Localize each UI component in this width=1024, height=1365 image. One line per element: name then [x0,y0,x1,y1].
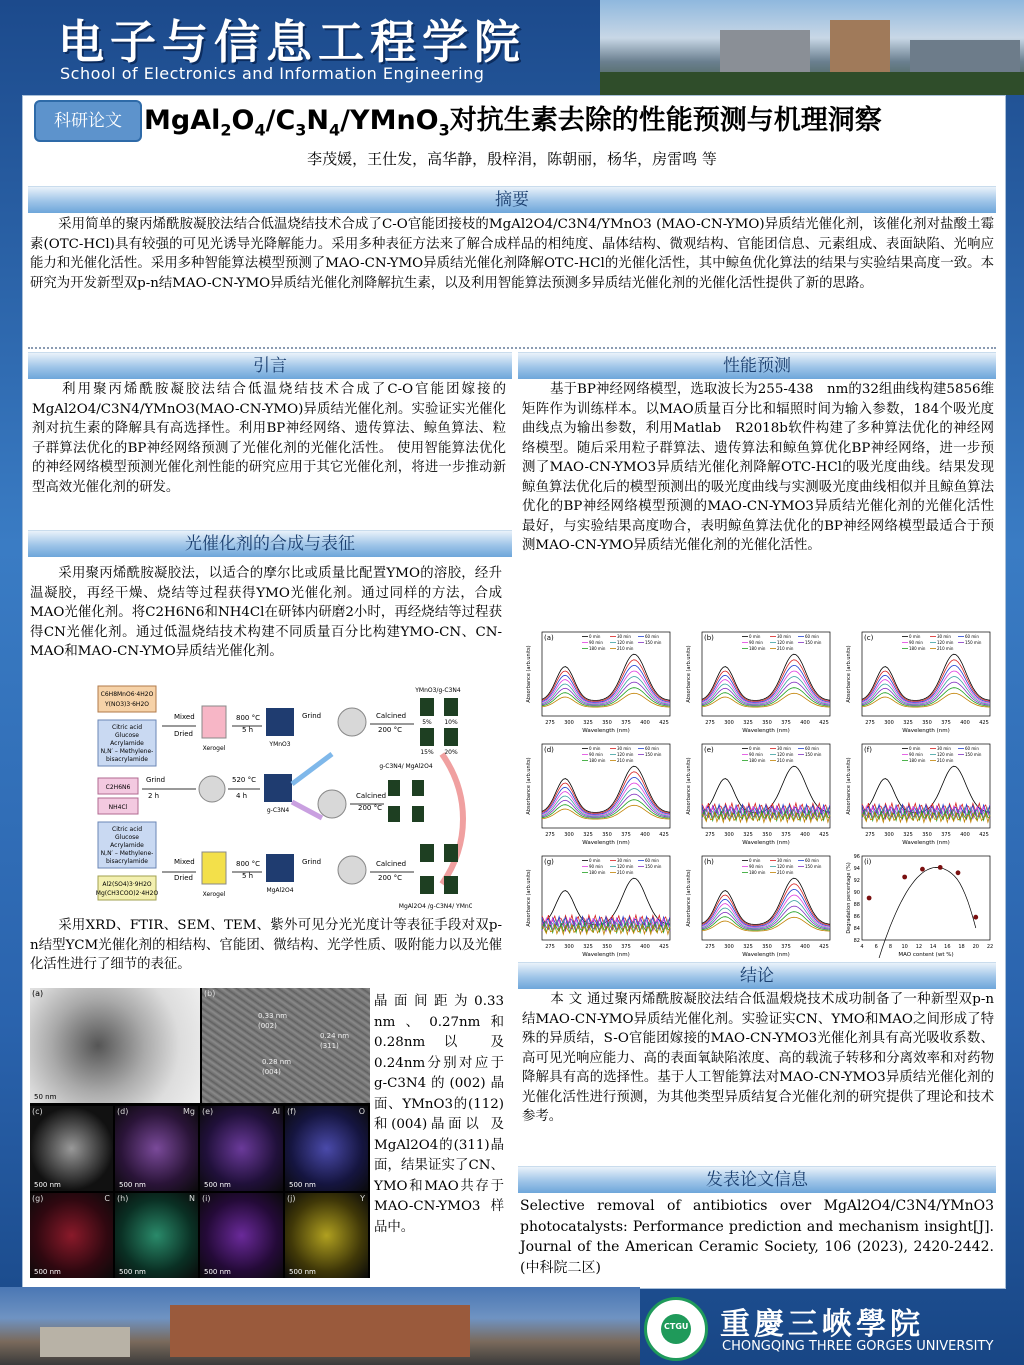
legend-entry: 30 min [777,858,791,863]
x-tick-label: 275 [545,832,555,838]
legend-entry: 90 min [909,752,923,757]
x-tick-label: 350 [922,720,932,726]
legend-entry: 120 min [937,752,954,757]
y-tick-label: 94 [853,866,860,872]
spectrum-curve [702,884,830,926]
svg-text:MgAl2O4 /g-C3N4/ YMnO3: MgAl2O4 /g-C3N4/ YMnO3 [398,903,472,910]
legend-entry: 150 min [645,640,662,645]
campus-photo [600,0,1024,95]
svg-text:Grind: Grind [302,712,322,720]
x-tick-label: 4 [860,944,864,950]
x-axis-label: Wavelength (nm) [582,728,630,734]
x-tick-label: 400 [800,720,810,726]
legend-entry: 120 min [617,752,634,757]
legend-entry: 120 min [617,864,634,869]
x-tick-label: 300 [884,832,894,838]
x-tick-label: 22 [986,944,994,950]
x-axis-label: Wavelength (nm) [742,952,790,958]
panel-label: (a) [544,634,554,642]
legend-entry: 30 min [617,634,631,639]
x-tick-label: 425 [819,720,829,726]
svg-text:15%: 15% [420,749,434,756]
legend-entry: 180 min [589,646,606,651]
legend-entry: 0 min [589,746,601,751]
legend-entry: 120 min [777,752,794,757]
data-point [902,875,907,880]
x-tick-label: 325 [583,944,593,950]
legend-entry: 210 min [777,870,794,875]
svg-text:200 °C: 200 °C [378,726,402,734]
legend-entry: 60 min [965,746,979,751]
svg-text:Calcined: Calcined [376,712,407,720]
svg-text:Mg(CH3COO)2·4H2O: Mg(CH3COO)2·4H2O [95,890,159,897]
svg-text:N,N′ – Methylene-: N,N′ – Methylene- [100,850,154,857]
svg-text:10%: 10% [444,719,458,726]
legend-entry: 150 min [645,752,662,757]
data-point [938,865,943,870]
legend-entry: 30 min [777,634,791,639]
x-tick-label: 400 [960,832,970,838]
x-tick-label: 375 [941,832,951,838]
school-name-en: School of Electronics and Information Engineering [60,64,485,83]
x-tick-label: 275 [545,720,555,726]
x-tick-label: 375 [621,944,631,950]
plot-frame [862,856,990,940]
conclusion-heading: 结论 [518,962,996,989]
x-tick-label: 325 [903,832,913,838]
data-point [920,867,925,872]
legend-entry: 30 min [617,746,631,751]
svg-text:Xerogel: Xerogel [202,891,226,898]
legend-entry: 60 min [805,746,819,751]
legend-entry: 0 min [749,858,761,863]
x-tick-label: 300 [564,944,574,950]
svg-text:520 °C: 520 °C [232,776,256,784]
legend-entry: 120 min [937,640,954,645]
spectrum-curve [542,783,670,815]
legend-entry: 210 min [617,758,634,763]
legend-entry: 30 min [777,746,791,751]
x-tick-label: 12 [915,944,923,950]
svg-text:Dried: Dried [174,874,193,882]
spectrum-curve [702,660,830,702]
x-tick-label: 325 [743,832,753,838]
legend-entry: 150 min [965,752,982,757]
y-axis-label: Absorbance (arb.units) [686,645,692,703]
legend-entry: 210 min [937,758,954,763]
x-tick-label: 425 [979,720,989,726]
legend-entry: 210 min [617,870,634,875]
reagent-label: NH4Cl [108,804,128,811]
y-axis-label: Absorbance (arb.units) [846,645,852,703]
svg-text:200 °C: 200 °C [358,804,382,812]
university-logo: CTGU [644,1297,708,1361]
legend-entry: 60 min [645,634,659,639]
legend-entry: 180 min [909,646,926,651]
x-tick-label: 8 [888,944,893,950]
legend-entry: 90 min [589,864,603,869]
organic-label: bisacrylamide [106,756,148,763]
x-tick-label: 350 [762,720,772,726]
organic-label: Glucose [115,732,139,739]
x-tick-label: 400 [800,832,810,838]
x-tick-label: 375 [781,944,791,950]
x-tick-label: 300 [724,832,734,838]
svg-text:2 h: 2 h [148,792,160,800]
spectrum-curve [542,660,670,702]
x-tick-label: 6 [874,944,878,950]
legend-entry: 120 min [777,640,794,645]
x-tick-label: 375 [781,720,791,726]
spectrum-curve [542,772,670,814]
y-tick-label: 86 [853,914,860,920]
synthesis-heading: 光催化剂的合成与表征 [28,530,512,557]
x-tick-label: 300 [564,720,574,726]
abstract-heading: 摘要 [28,186,996,213]
legend-entry: 0 min [589,858,601,863]
svg-text:YMnO3: YMnO3 [269,741,291,748]
poster-title: $MgAl_2O_4/C_3N_4/YMnO_3$对抗生素去除的性能预测与机理洞察 [144,105,882,140]
characterization-text: 采用XRD、FTIR、SEM、TEM、紫外可见分光光度计等表征手段对双p-n结型YCM光催化剂的相结构、官能团、微结构、光学性质、吸附能力以及光催化活性进行了细节的表征。 [30,918,502,972]
panel-label: (b) [704,634,714,642]
panel-label: (g) [544,858,554,866]
data-point [973,915,978,920]
legend-entry: 180 min [749,870,766,875]
x-tick-label: 375 [621,720,631,726]
legend-entry: 210 min [777,646,794,651]
reagent-label: C2H6N6 [105,784,131,791]
legend-entry: 90 min [589,752,603,757]
synthesis-scheme [92,684,472,912]
legend-entry: 180 min [909,758,926,763]
x-tick-label: 400 [640,720,650,726]
x-axis-label: Wavelength (nm) [742,728,790,734]
x-axis-label: Wavelength (nm) [742,840,790,846]
svg-text:Mixed: Mixed [174,858,195,866]
x-tick-label: 425 [979,832,989,838]
y-axis-label: Absorbance (arb.units) [526,645,532,703]
y-tick-label: 92 [853,878,860,884]
svg-text:Mixed: Mixed [174,713,195,721]
tem-image: (a) 50 nm [30,988,200,1103]
legend-entry: 180 min [749,646,766,651]
footer [0,1287,1024,1365]
svg-text:Grind: Grind [302,858,322,866]
x-tick-label: 400 [960,720,970,726]
y-tick-label: 96 [853,854,860,860]
y-axis-label: Absorbance (arb.units) [686,869,692,927]
x-tick-label: 375 [781,832,791,838]
legend-entry: 150 min [805,640,822,645]
y-axis-label: Absorbance (arb.units) [686,757,692,815]
x-tick-label: 425 [659,944,669,950]
svg-text:Xerogel: Xerogel [202,745,226,752]
legend-entry: 150 min [805,864,822,869]
svg-text:bisacrylamide: bisacrylamide [106,858,148,865]
x-tick-label: 350 [762,944,772,950]
x-tick-label: 300 [884,720,894,726]
spectrum-curve [862,660,990,702]
svg-text:Acrylamide: Acrylamide [110,842,144,849]
reagent-label: C6H8MnO6·4H2O [100,691,154,698]
spectrum-curve [862,671,990,703]
x-tick-label: 300 [724,720,734,726]
svg-text:800 °C: 800 °C [236,860,260,868]
legend-entry: 60 min [645,858,659,863]
x-tick-label: 275 [705,832,715,838]
tem-caption: 晶面间距为0.33 nm、0.27nm和 0.28nm 以 及0.24nm分别对应于 g-C3N4的(002)晶面、YMnO3的(112)和(004)晶面以 及 MgAl2O4的(311)晶面，结果证实了CN、YMO和MAO共存于MAO-CN-YMO3样品中。 [374,994,504,1235]
svg-text:5 h: 5 h [242,872,254,880]
x-tick-label: 425 [819,944,829,950]
x-tick-label: 275 [865,832,875,838]
legend-entry: 30 min [937,746,951,751]
publication-text: Selective removal of antibiotics over MgAl2O4/C3N4/YMnO3 photocatalysts: Performance prediction and mechanism insight[J]. Journal of the American Ceramic Society, 106 (2023), 2420-2442.(中科院二区) [520,1198,994,1276]
legend-entry: 60 min [645,746,659,751]
y-tick-label: 88 [853,902,860,908]
x-tick-label: 400 [640,944,650,950]
x-tick-label: 300 [724,944,734,950]
intro-text: 利用聚丙烯酰胺凝胶法结合低温烧结技术合成了C-O官能团嫁接的MgAl2O4/C3N4/YMnO3(MAO-CN-YMO)异质结光催化剂。实验证实光催化剂对抗生素的降解具有高选择性。利用BP神经网络、遗传算法、鲸鱼算法、粒子群算法优化的BP神经网络预测了光催化剂的光催化活性。 使用智能算法优化的神经网络模型预测光催化剂性能的研究应用于其它光催化剂，将进一步推动新型高效光催化剂的研发。 [32,382,506,495]
prediction-heading: 性能预测 [518,352,996,379]
legend-entry: 0 min [909,634,921,639]
research-paper-tag: 科研论文 [34,100,142,142]
legend-entry: 60 min [805,858,819,863]
data-point [956,870,961,875]
svg-text:Citric acid: Citric acid [112,826,142,833]
x-axis-label: Wavelength (nm) [582,840,630,846]
authors: 李茂媛，王仕发，高华静，殷梓涓，陈朝丽，杨华，房雷鸣 等 [307,150,717,168]
legend-entry: 60 min [805,634,819,639]
legend-entry: 0 min [749,746,761,751]
x-tick-label: 350 [602,832,612,838]
x-tick-label: 14 [929,944,937,950]
svg-text:5%: 5% [422,719,432,726]
x-tick-label: 325 [743,944,753,950]
x-tick-label: 400 [640,832,650,838]
panel-label: (e) [704,746,714,754]
x-axis-label: Wavelength (nm) [582,952,630,958]
svg-text:Al2(SO4)3·9H2O: Al2(SO4)3·9H2O [102,881,152,888]
x-tick-label: 425 [659,832,669,838]
x-axis-label: Wavelength (nm) [902,840,950,846]
organic-label: Citric acid [112,724,142,731]
x-tick-label: 275 [865,720,875,726]
y-axis-label: Degradation percentage (%) [846,862,852,934]
x-tick-label: 375 [621,832,631,838]
legend-entry: 180 min [749,758,766,763]
svg-text:Calcined: Calcined [356,792,387,800]
y-tick-label: 84 [853,926,860,932]
intro-heading: 引言 [28,352,512,379]
legend-entry: 150 min [965,640,982,645]
legend-entry: 0 min [749,634,761,639]
legend-entry: 210 min [617,646,634,651]
x-axis-label: Wavelength (nm) [902,728,950,734]
x-axis-label: MAO content (wt %) [898,952,954,958]
prediction-text: 基于BP神经网络模型，选取波长为255-438 nm的32组曲线构建5856维矩阵作为训练样本。以MAO质量百分比和辐照时间为输入参数，184个吸光度曲线点为输出参数，利用Matlab R2018b软件构建了多种算法优化的神经网络模型。随后采用粒子群算法、遗传算法和鲸鱼算优化BP神经网络，进一步预测了MAO-CN-YMO3异质结光催化剂降解OTC-HCl的吸光度曲线。结果发现鲸鱼算法优化后的模型预测出的吸光度曲线与实测吸光度曲线相似并且鲸鱼算法优化的BP神经网络模型预测的MAO-CN-YMO3异质结光催化剂的光催化活性最好，与实验结果高度吻合，表明鲸鱼算法优化的BP神经网络模型最适合于预测MAO-CN-YMO异质结光催化剂的光催化活性。 [522,382,994,553]
svg-text:Grind: Grind [146,776,166,784]
legend-entry: 90 min [749,640,763,645]
university-name-cn: 重慶三峽學院 [720,1307,924,1342]
divider [28,347,996,349]
spectrum-curve [702,671,830,703]
x-tick-label: 350 [602,720,612,726]
abstract-text: 采用简单的聚丙烯酰胺凝胶法结合低温烧结技术合成了C-O官能团接枝的MgAl2O4/C3N4/YMnO3 (MAO-CN-YMO)异质结光催化剂，该催化剂对盐酸土霉素(OTC-HCl)具有较强的可见光诱导光降解能力。采用多种表征方法来了解合成样品的相纯度、晶体结构、微观结构、官能团信息、元素组成、表面缺陷、光响应能力和光催化活性。采用多种智能算法模型预测了MAO-CN-YMO异质结光催化剂降解OTC-HCl的光催化活性，其中鲸鱼优化算法的结果与实验结果高度一致。本研究为开发新型双p-n结MAO-CN-YMO异质结光催化剂降解抗生素，以及利用智能算法预测多异质结光催化剂的光催化活性提供了新的思路。 [30,217,994,291]
organic-label: Acrylamide [110,740,144,747]
school-name-cn: 电子与信息工程学院 [58,15,526,69]
x-tick-label: 425 [819,832,829,838]
svg-text:800 °C: 800 °C [236,714,260,722]
y-axis-label: Absorbance (arb.units) [526,869,532,927]
legend-entry: 90 min [589,640,603,645]
legend-entry: 180 min [589,758,606,763]
hrtem-image: (b) 0.33 nm (002) 0.28 nm (004) 0.24 nm (311) [202,988,370,1103]
x-tick-label: 350 [602,944,612,950]
svg-text:4 h: 4 h [236,792,248,800]
x-tick-label: 325 [743,720,753,726]
legend-entry: 120 min [617,640,634,645]
legend-entry: 150 min [805,752,822,757]
legend-entry: 60 min [965,634,979,639]
legend-entry: 30 min [937,634,951,639]
data-point [867,896,872,901]
organic-label: N,N′ – Methylene- [100,748,154,755]
panel-label: (f) [864,746,872,754]
x-tick-label: 275 [545,944,555,950]
legend-entry: 30 min [617,858,631,863]
x-tick-label: 350 [762,832,772,838]
legend-entry: 90 min [749,864,763,869]
legend-entry: 120 min [777,864,794,869]
tem-mapping-figure: (a) 50 nm (b) 0.33 nm (002) 0.28 nm (004) 0.24 nm (311) (c) 500 nm (d) Mg 500 nm (e) Al 500 nm (f) O 500 nm (g) C 500 nm (h) N 500 nm (i) 500 nm (j) Y 500 nm [30,988,370,1278]
synthesis-text: 采用聚丙烯酰胺凝胶法，以适合的摩尔比或质量比配置YMO的溶胶，经升温凝胶，再经干燥、烧结等过程获得YMO光催化剂。通过同样的方法，合成MAO光催化剂。将C2H6N6和NH4Cl在研钵内研磨2小时，再经烧结等过程获得CN光催化剂。通过低温烧结技术构建不同质量百分比构建YMO-CN、CN-MAO和MAO-CN-YMO异质结光催化剂。 [30,566,502,659]
x-tick-label: 375 [941,720,951,726]
x-tick-label: 18 [958,944,965,950]
svg-text:g-C3N4: g-C3N4 [266,807,290,814]
spectrum-curve [542,671,670,703]
legend-entry: 210 min [777,758,794,763]
svg-text:Glucose: Glucose [115,834,139,841]
publication-heading: 发表论文信息 [518,1166,996,1193]
legend-entry: 210 min [937,646,954,651]
svg-text:g-C3N4/ MgAl2O4: g-C3N4/ MgAl2O4 [379,763,433,770]
panel-label: (d) [544,746,554,754]
legend-entry: 180 min [589,870,606,875]
x-tick-label: 300 [564,832,574,838]
reagent-label: Y(NO3)3·6H2O [105,701,149,708]
x-tick-label: 325 [583,720,593,726]
x-tick-label: 10 [901,944,908,950]
x-tick-label: 275 [705,720,715,726]
legend-entry: 90 min [749,752,763,757]
x-tick-label: 325 [583,832,593,838]
svg-text:MgAl2O4: MgAl2O4 [266,887,294,894]
svg-text:Dried: Dried [174,730,193,738]
svg-text:200 °C: 200 °C [378,874,402,882]
svg-text:20%: 20% [444,749,458,756]
x-tick-label: 400 [800,944,810,950]
legend-entry: 150 min [645,864,662,869]
y-tick-label: 90 [853,890,860,896]
panel-label: (h) [704,858,714,866]
panel-label: (c) [864,634,874,642]
legend-entry: 90 min [909,640,923,645]
svg-text:5 h: 5 h [242,726,254,734]
university-name-en: CHONGQING THREE GORGES UNIVERSITY [722,1339,994,1354]
x-tick-label: 16 [944,944,951,950]
absorbance-spectra-figure [522,628,997,958]
x-tick-label: 275 [705,944,715,950]
x-tick-label: 350 [922,832,932,838]
x-tick-label: 325 [903,720,913,726]
x-tick-label: 20 [972,944,979,950]
y-tick-label: 82 [853,938,860,944]
legend-entry: 0 min [909,746,921,751]
y-axis-label: Absorbance (arb.units) [846,757,852,815]
svg-text:Calcined: Calcined [376,860,407,868]
panel-label: (i) [864,858,872,866]
campus-building-photo [0,1287,640,1365]
conclusion-text: 本 文 通过聚丙烯酰胺凝胶法结合低温煅烧技术成功制备了一种新型双p-n结MAO-CN-YMO异质结光催化剂。实验证实CN、YMO和MAO之间形成了特殊的异质结，S-O官能团嫁接的MAO-CN-YMO3光催化剂具有高光吸收系数、高可见光响应能力、高的表面氧缺陷浓度、高的载流子转移和分离效率和对药物降解具有高的选择性。基于人工智能算法对MAO-CN-YMO3异质结光催化剂的光催化活性进行预测，为其他类型异质结复合光催化剂的研究提供了理论和技术参考。 [522,992,994,1124]
spectrum-curve [702,895,830,927]
x-tick-label: 425 [659,720,669,726]
svg-text:YMnO3/g-C3N4: YMnO3/g-C3N4 [415,687,461,694]
y-axis-label: Absorbance (arb.units) [526,757,532,815]
header [0,0,1024,95]
legend-entry: 0 min [589,634,601,639]
